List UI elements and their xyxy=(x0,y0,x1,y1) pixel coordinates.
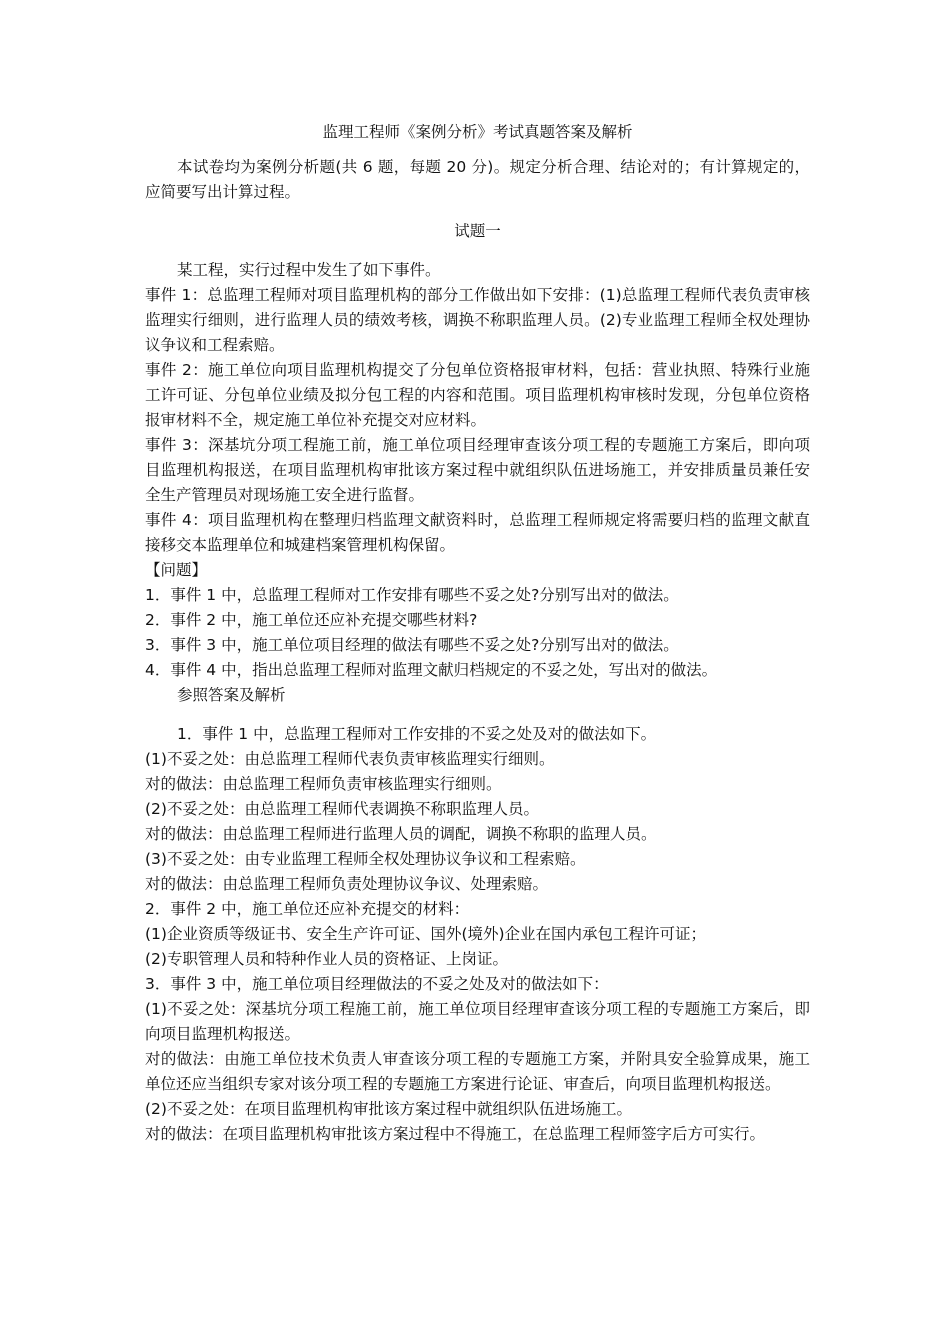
answer-line: (3)不妥之处：由专业监理工程师全权处理协议争议和工程索赔。 xyxy=(145,850,586,868)
event-paragraph: 事件 4：项目监理机构在整理归档监理文献资料时，总监理工程师规定将需要归档的监理文献直接移交本监理单位和城建档案管理机构保留。 xyxy=(145,511,810,554)
answer-line: 对的做法：在项目监理机构审批该方案过程中不得施工，在总监理工程师签字后方可实行。 xyxy=(145,1125,766,1143)
event-paragraph: 事件 1：总监理工程师对项目监理机构的部分工作做出如下安排：(1)总监理工程师代表负责审核监理实行细则，进行监理人员的绩效考核，调换不称职监理人员。(2)专业监理工程师全权处理协议争议和工程索赔。 xyxy=(145,286,810,354)
answer-line: 对的做法：由施工单位技术负责人审查该分项工程的专题施工方案，并附具安全验算成果，施工单位还应当组织专家对该分项工程的专题施工方案进行论证、审查后，向项目监理机构报送。 xyxy=(145,1050,810,1093)
intro-paragraph: 本试卷均为案例分析题(共 6 题，每题 20 分)。规定分析合理、结论对的；有计算规定的，应简要写出计算过程。 xyxy=(145,158,810,201)
answer-line: (1)企业资质等级证书、安全生产许可证、国外(境外)企业在国内承包工程许可证； xyxy=(145,925,707,943)
question-lead: 某工程，实行过程中发生了如下事件。 xyxy=(177,261,441,279)
answer-line: 2．事件 2 中，施工单位还应补充提交的材料： xyxy=(145,900,470,918)
answer-line: (2)不妥之处：由总监理工程师代表调换不称职监理人员。 xyxy=(145,800,539,818)
answer-line: 对的做法：由总监理工程师进行监理人员的调配，调换不称职的监理人员。 xyxy=(145,825,657,843)
questions-heading: 【问题】 xyxy=(145,561,208,579)
answer-line: (2)不妥之处：在项目监理机构审批该方案过程中就组织队伍进场施工。 xyxy=(145,1100,632,1118)
answer-line: (2)专职管理人员和特种作业人员的资格证、上岗证。 xyxy=(145,950,508,968)
document-page xyxy=(145,120,810,1147)
question-item: 4．事件 4 中，指出总监理工程师对监理文献归档规定的不妥之处，写出对的做法。 xyxy=(145,661,718,679)
answer-line: (1)不妥之处：深基坑分项工程施工前，施工单位项目经理审查该分项工程的专题施工方案后，即向项目监理机构报送。 xyxy=(145,1000,810,1043)
answer-line: (1)不妥之处：由总监理工程师代表负责审核监理实行细则。 xyxy=(145,750,555,768)
question-item: 2．事件 2 中，施工单位还应补充提交哪些材料? xyxy=(145,611,478,629)
event-paragraph: 事件 3：深基坑分项工程施工前，施工单位项目经理审查该分项工程的专题施工方案后，即向项目监理机构报送，在项目监理机构审批该方案过程中就组织队伍进场施工，并安排质量员兼任安全生产管理员对现场施工安全进行监督。 xyxy=(145,436,810,504)
answer-line: 对的做法：由总监理工程师负责处理协议争议、处理索赔。 xyxy=(145,875,549,893)
answer-line: 对的做法：由总监理工程师负责审核监理实行细则。 xyxy=(145,775,502,793)
document-title: 监理工程师《案例分析》考试真题答案及解析 xyxy=(322,123,633,141)
event-paragraph: 事件 2：施工单位向项目监理机构提交了分包单位资格报审材料，包括：营业执照、特殊行业施工许可证、分包单位业绩及拟分包工程的内容和范围。项目监理机构审核时发现，分包单位资格报审材料不全，规定施工单位补充提交对应材料。 xyxy=(145,361,810,429)
question-item: 3．事件 3 中，施工单位项目经理的做法有哪些不妥之处?分别写出对的做法。 xyxy=(145,636,679,654)
answer-heading: 参照答案及解析 xyxy=(177,686,286,704)
section-title: 试题一 xyxy=(454,222,501,240)
question-item: 1．事件 1 中，总监理工程师对工作安排有哪些不妥之处?分别写出对的做法。 xyxy=(145,586,679,604)
answer-line: 3．事件 3 中，施工单位项目经理做法的不妥之处及对的做法如下： xyxy=(145,975,609,993)
answer-first-line: 1．事件 1 中，总监理工程师对工作安排的不妥之处及对的做法如下。 xyxy=(177,725,657,743)
